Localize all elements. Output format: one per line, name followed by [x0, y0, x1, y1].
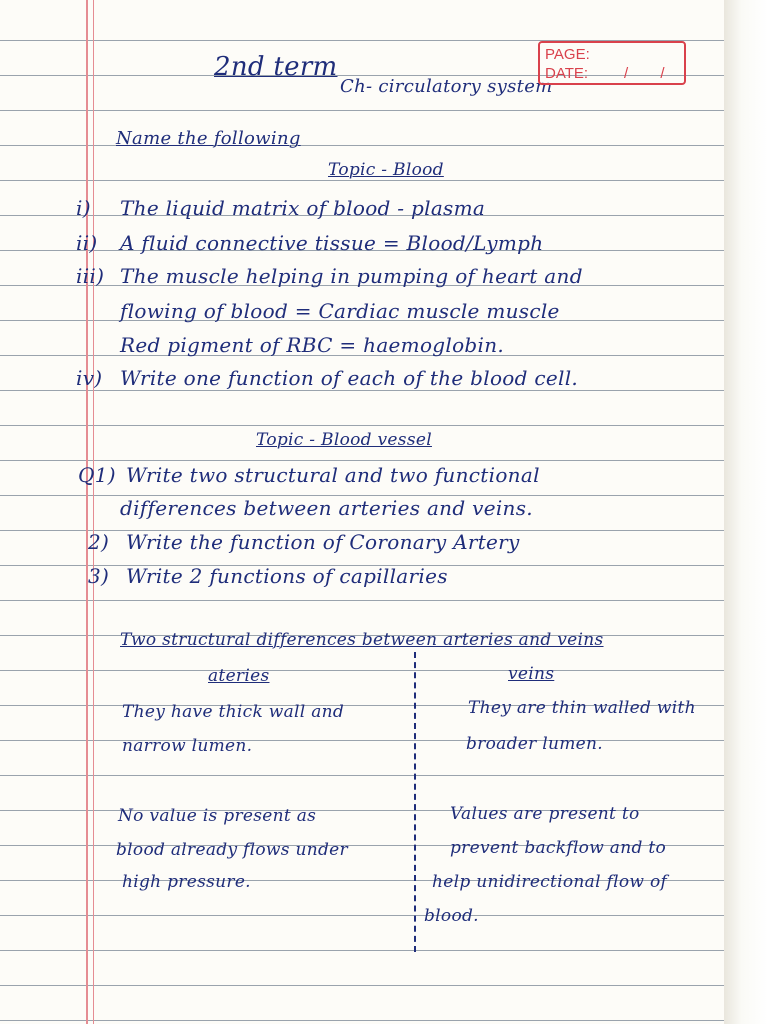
- question-text: Write 2 functions of capillaries: [126, 564, 448, 588]
- page-edge-shadow: [724, 0, 768, 1024]
- veins-point: Values are present to: [450, 804, 640, 824]
- veins-column-header: veins: [508, 664, 555, 684]
- section-heading: Name the following: [116, 128, 301, 149]
- veins-point: help unidirectional flow of: [432, 872, 668, 892]
- question-number: 3): [88, 564, 110, 588]
- question-text: Write two structural and two functional: [126, 463, 540, 487]
- veins-point: broader lumen.: [466, 734, 603, 754]
- page-date-box: [538, 41, 686, 85]
- topic-blood-heading: Topic - Blood: [328, 160, 444, 180]
- item-number: i): [76, 196, 91, 220]
- page-label: PAGE:: [545, 46, 590, 63]
- margin-line: [86, 0, 88, 1024]
- item-text: flowing of blood = Cardiac muscle muscle: [120, 299, 560, 323]
- chapter-title: Ch- circulatory system: [340, 76, 553, 97]
- veins-point: blood.: [424, 906, 479, 926]
- veins-point: prevent backflow and to: [450, 838, 667, 858]
- topic-vessel-heading: Topic - Blood vessel: [256, 430, 432, 450]
- column-divider: [414, 652, 416, 952]
- item-text: Write one function of each of the blood cell.: [120, 366, 579, 390]
- item-text: A fluid connective tissue = Blood/Lymph: [120, 231, 544, 255]
- item-text: Red pigment of RBC = haemoglobin.: [120, 333, 505, 357]
- question-text: Write the function of Coronary Artery: [126, 530, 520, 554]
- item-number: iii): [76, 264, 105, 288]
- item-text: The liquid matrix of blood - plasma: [120, 196, 486, 220]
- question-number: 2): [88, 530, 110, 554]
- date-value: / /: [624, 65, 679, 82]
- item-text: The muscle helping in pumping of heart and: [120, 264, 583, 288]
- arteries-point: high pressure.: [122, 872, 251, 892]
- arteries-point: They have thick wall and: [122, 702, 345, 722]
- arteries-point: No value is present as: [118, 806, 317, 826]
- item-number: ii): [76, 231, 98, 255]
- date-label: DATE:: [545, 65, 589, 82]
- item-number: iv): [76, 366, 103, 390]
- question-number: Q1): [78, 463, 116, 487]
- arteries-point: narrow lumen.: [122, 736, 253, 756]
- veins-point: They are thin walled with: [468, 698, 696, 718]
- arteries-point: blood already flows under: [116, 840, 348, 860]
- term-heading: 2nd term: [214, 52, 338, 82]
- question-text: differences between arteries and veins.: [120, 496, 533, 520]
- margin-line-inner: [93, 0, 94, 1024]
- arteries-column-header: ateries: [208, 666, 270, 686]
- comparison-heading: Two structural differences between arteries and veins: [120, 630, 604, 650]
